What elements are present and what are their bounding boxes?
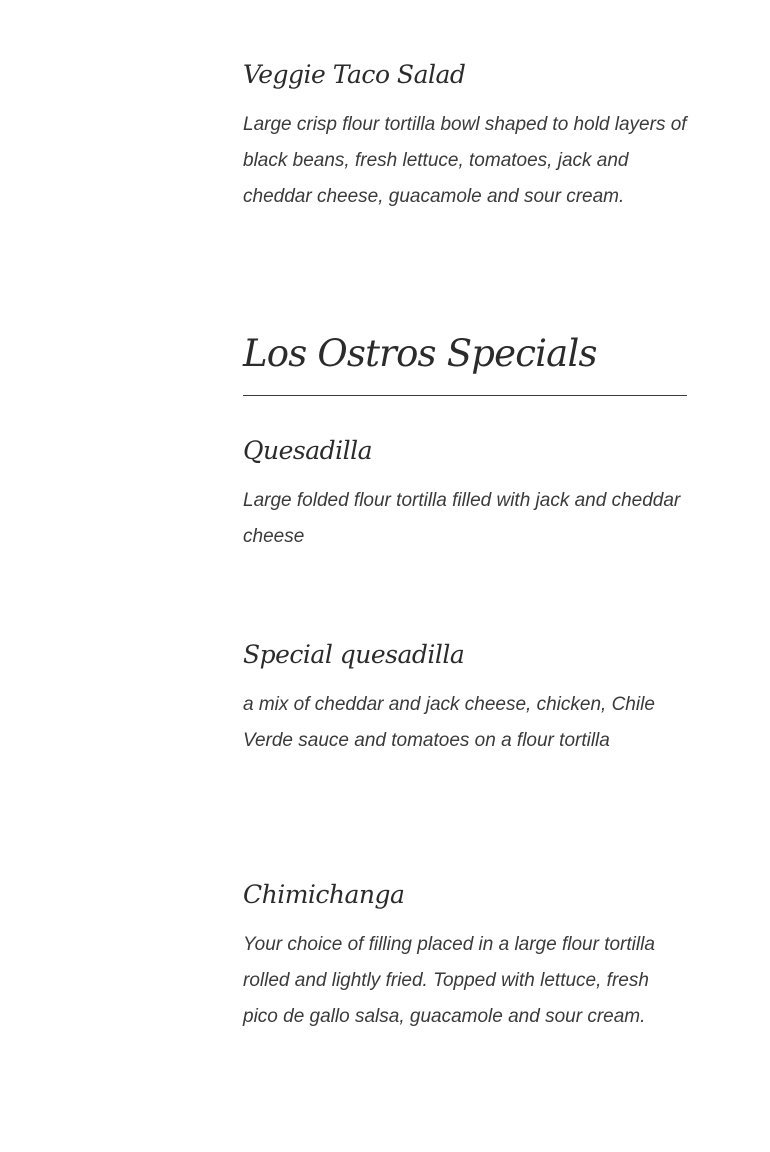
menu-item-special-quesadilla — [243, 638, 687, 759]
menu-item-chimichanga — [243, 878, 687, 1035]
menu-item-title: Special quesadilla — [243, 640, 465, 669]
section-header — [243, 330, 687, 378]
section-title: Los Ostros Specials — [243, 332, 597, 375]
menu-item-title: Veggie Taco Salad — [243, 60, 466, 89]
menu-item-quesadilla — [243, 434, 687, 555]
menu-item-veggie-taco-salad — [243, 58, 687, 215]
section-divider — [243, 395, 687, 396]
menu-item-description: Your choice of filling placed in a large flour tortilla rolled and lightly fried. Topped with lettuce, fresh pico de gallo salsa, guacamole and sour cream. — [243, 934, 655, 1027]
menu-item-description: a mix of cheddar and jack cheese, chicken, Chile Verde sauce and tomatoes on a flour tortilla — [243, 694, 655, 751]
menu-item-title: Chimichanga — [243, 880, 405, 909]
menu-item-description: Large crisp flour tortilla bowl shaped to hold layers of black beans, fresh lettuce, tomatoes, jack and cheddar cheese, guacamole and sour cream. — [243, 114, 687, 207]
menu-item-description: Large folded flour tortilla filled with jack and cheddar cheese — [243, 490, 681, 547]
menu-item-title: Quesadilla — [243, 436, 373, 465]
